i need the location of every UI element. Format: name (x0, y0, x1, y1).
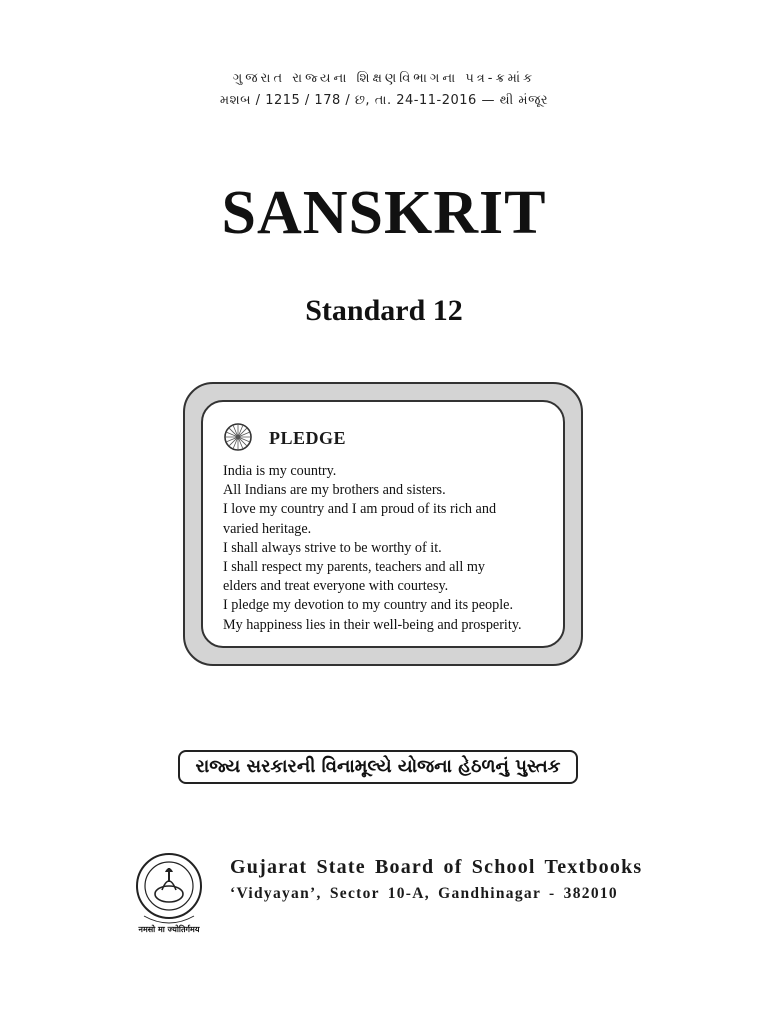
pledge-box (201, 400, 565, 648)
book-standard: Standard 12 (305, 294, 463, 327)
pledge-line: elders and treat everyone with courtesy. (223, 578, 449, 595)
pledge-line: I love my country and I am proud of its rich and (223, 501, 497, 518)
pledge-line: varied heritage. (223, 520, 312, 537)
pledge-heading: PLEDGE (269, 428, 347, 448)
approval-line-2: મશબ / 1215 / 178 / છ, તા. 24-11-2016 — થી મંજૂર (219, 93, 549, 108)
publisher-address: ‘Vidyayan’, Sector 10-A, Gandhinagar - 382010 (230, 885, 618, 902)
pledge-line: India is my country. (223, 463, 337, 479)
pledge-frame (183, 382, 583, 666)
approval-line-1: ગુજરાત રાજ્યના શિક્ષણવિભાગના પત્ર-ક્રમાંક (232, 71, 536, 86)
free-scheme-banner: રાજ્ય સરકારની વિનામૂલ્યે યોજના હેઠળનું પુસ્તક (178, 750, 578, 784)
pledge-line: My happiness lies in their well-being and prosperity. (223, 616, 522, 633)
pledge-text (223, 462, 555, 635)
pledge-line: I pledge my devotion to my country and its people. (223, 597, 513, 614)
pledge-line: I shall respect my parents, teachers and all my (223, 559, 485, 576)
ashoka-chakra-icon (223, 422, 253, 452)
pledge-line: All Indians are my brothers and sisters. (223, 482, 446, 499)
approval-note (0, 68, 768, 112)
publisher-name: Gujarat State Board of School Textbooks (230, 856, 643, 878)
gujarat-board-emblem-icon (124, 846, 214, 936)
book-title: SANSKRIT (221, 179, 547, 247)
pledge-line: I shall always strive to be worthy of it. (223, 539, 442, 556)
emblem-motto: नमसो मा ज्योतिर्गमय (138, 925, 200, 934)
